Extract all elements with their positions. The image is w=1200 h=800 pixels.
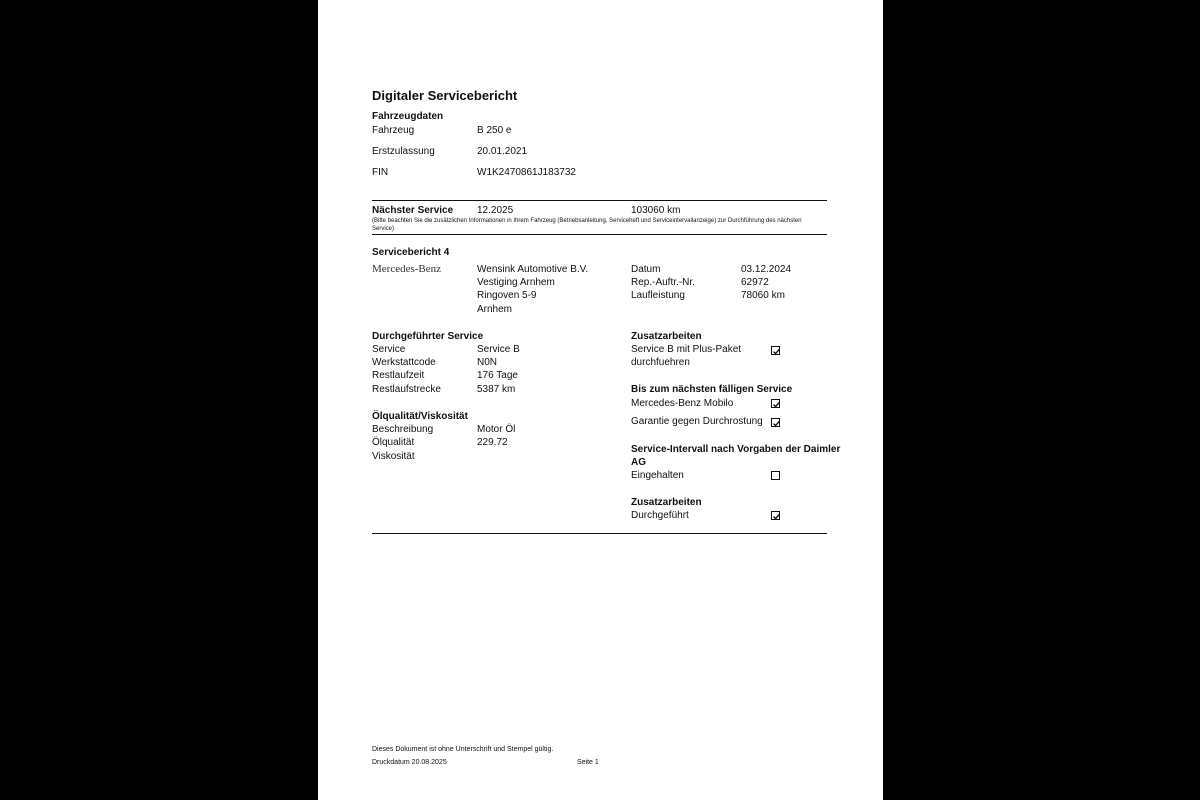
zusatzarbeiten-heading: Zusatzarbeiten — [631, 331, 702, 342]
dealer-line: Wensink Automotive B.V. — [477, 264, 589, 275]
divider — [372, 533, 827, 534]
restlaufstrecke-value: 5387 km — [477, 384, 516, 395]
restlaufzeit-value: 176 Tage — [477, 370, 518, 381]
checkmark-icon — [772, 419, 781, 428]
bis-zum-naechsten-heading: Bis zum nächsten fälligen Service — [631, 384, 793, 395]
laufleistung-value: 78060 km — [741, 290, 785, 301]
dealer-line: Vestiging Arnhem — [477, 277, 555, 288]
datum-value: 03.12.2024 — [741, 264, 792, 275]
divider — [372, 234, 827, 235]
rep-auftr-nr-value: 62972 — [741, 277, 769, 288]
divider — [372, 200, 827, 201]
fin-value: W1K2470861J183732 — [477, 167, 576, 178]
naechster-service-heading: Nächster Service — [372, 205, 454, 216]
beschreibung-value: Motor Öl — [477, 424, 516, 435]
mobilo-checkbox[interactable] — [771, 399, 780, 408]
servicebericht-heading: Servicebericht 4 — [372, 247, 450, 258]
fahrzeug-label: Fahrzeug — [372, 125, 415, 136]
mobilo-label: Mercedes-Benz Mobilo — [631, 398, 734, 409]
erstzulassung-value: 20.01.2021 — [477, 146, 528, 157]
werkstattcode-label: Werkstattcode — [372, 357, 436, 368]
document-title: Digitaler Servicebericht — [372, 88, 518, 103]
durchrostung-label: Garantie gegen Durchrostung — [631, 416, 763, 427]
naechster-service-date: 12.2025 — [477, 205, 514, 216]
checkmark-icon — [772, 347, 781, 356]
service-value: Service B — [477, 344, 520, 355]
service-intervall-heading: Service-Intervall nach Vorgaben der Daimler — [631, 444, 841, 455]
durchgefuehrt-label: Durchgeführt — [631, 510, 689, 521]
viskositaet-label: Viskosität — [372, 451, 415, 462]
durchgefuehrt-checkbox[interactable] — [771, 511, 780, 520]
checkmark-icon — [772, 400, 781, 409]
fin-label: FIN — [372, 167, 389, 178]
fahrzeugdaten-heading: Fahrzeugdaten — [372, 111, 444, 122]
durchgefuehrter-service-heading: Durchgeführter Service — [372, 331, 484, 342]
checkmark-icon — [772, 512, 781, 521]
dealer-line: Arnhem — [477, 304, 513, 315]
naechster-service-note: (Bitte beachten Sie die zusätzlichen Informationen in Ihrem Fahrzeug (Betriebsanleitung, Serviceheft und Serviceintervallanzeige) zur Durchführung des nächsten Service) — [372, 218, 802, 232]
erstzulassung-label: Erstzulassung — [372, 146, 435, 157]
werkstattcode-value: N0N — [477, 357, 498, 368]
eingehalten-label: Eingehalten — [631, 470, 684, 481]
oelqualitaet-label: Ölqualität — [372, 437, 415, 448]
beschreibung-label: Beschreibung — [372, 424, 434, 435]
footer-validity: Dieses Dokument ist ohne Unterschrift und Stempel gültig. — [372, 746, 554, 753]
restlaufstrecke-label: Restlaufstrecke — [372, 384, 441, 395]
service-label: Service — [372, 344, 406, 355]
footer-druckdatum: Druckdatum 20.08.2025 — [372, 759, 447, 766]
naechster-service-km: 103060 km — [631, 205, 681, 216]
mercedes-benz-logo: Mercedes-Benz — [372, 263, 442, 275]
zusatzarbeiten-item-label-cont: durchfuehren — [631, 357, 690, 368]
document-page — [318, 0, 883, 800]
fahrzeug-value: B 250 e — [477, 125, 512, 136]
rep-auftr-nr-label: Rep.-Auftr.-Nr. — [631, 277, 695, 288]
restlaufzeit-label: Restlaufzeit — [372, 370, 425, 381]
footer-page-number: Seite 1 — [577, 759, 599, 766]
service-intervall-heading-cont: AG — [631, 457, 646, 468]
dealer-line: Ringoven 5-9 — [477, 290, 537, 301]
zusatzarbeiten-2-heading: Zusatzarbeiten — [631, 497, 702, 508]
datum-label: Datum — [631, 264, 661, 275]
eingehalten-checkbox[interactable] — [771, 471, 780, 480]
plus-paket-checkbox[interactable] — [771, 346, 780, 355]
zusatzarbeiten-item-label: Service B mit Plus-Paket — [631, 344, 742, 355]
oelqualitaet-heading: Ölqualität/Viskosität — [372, 411, 468, 422]
oelqualitaet-value: 229.72 — [477, 437, 508, 448]
durchrostung-checkbox[interactable] — [771, 418, 780, 427]
laufleistung-label: Laufleistung — [631, 290, 685, 301]
